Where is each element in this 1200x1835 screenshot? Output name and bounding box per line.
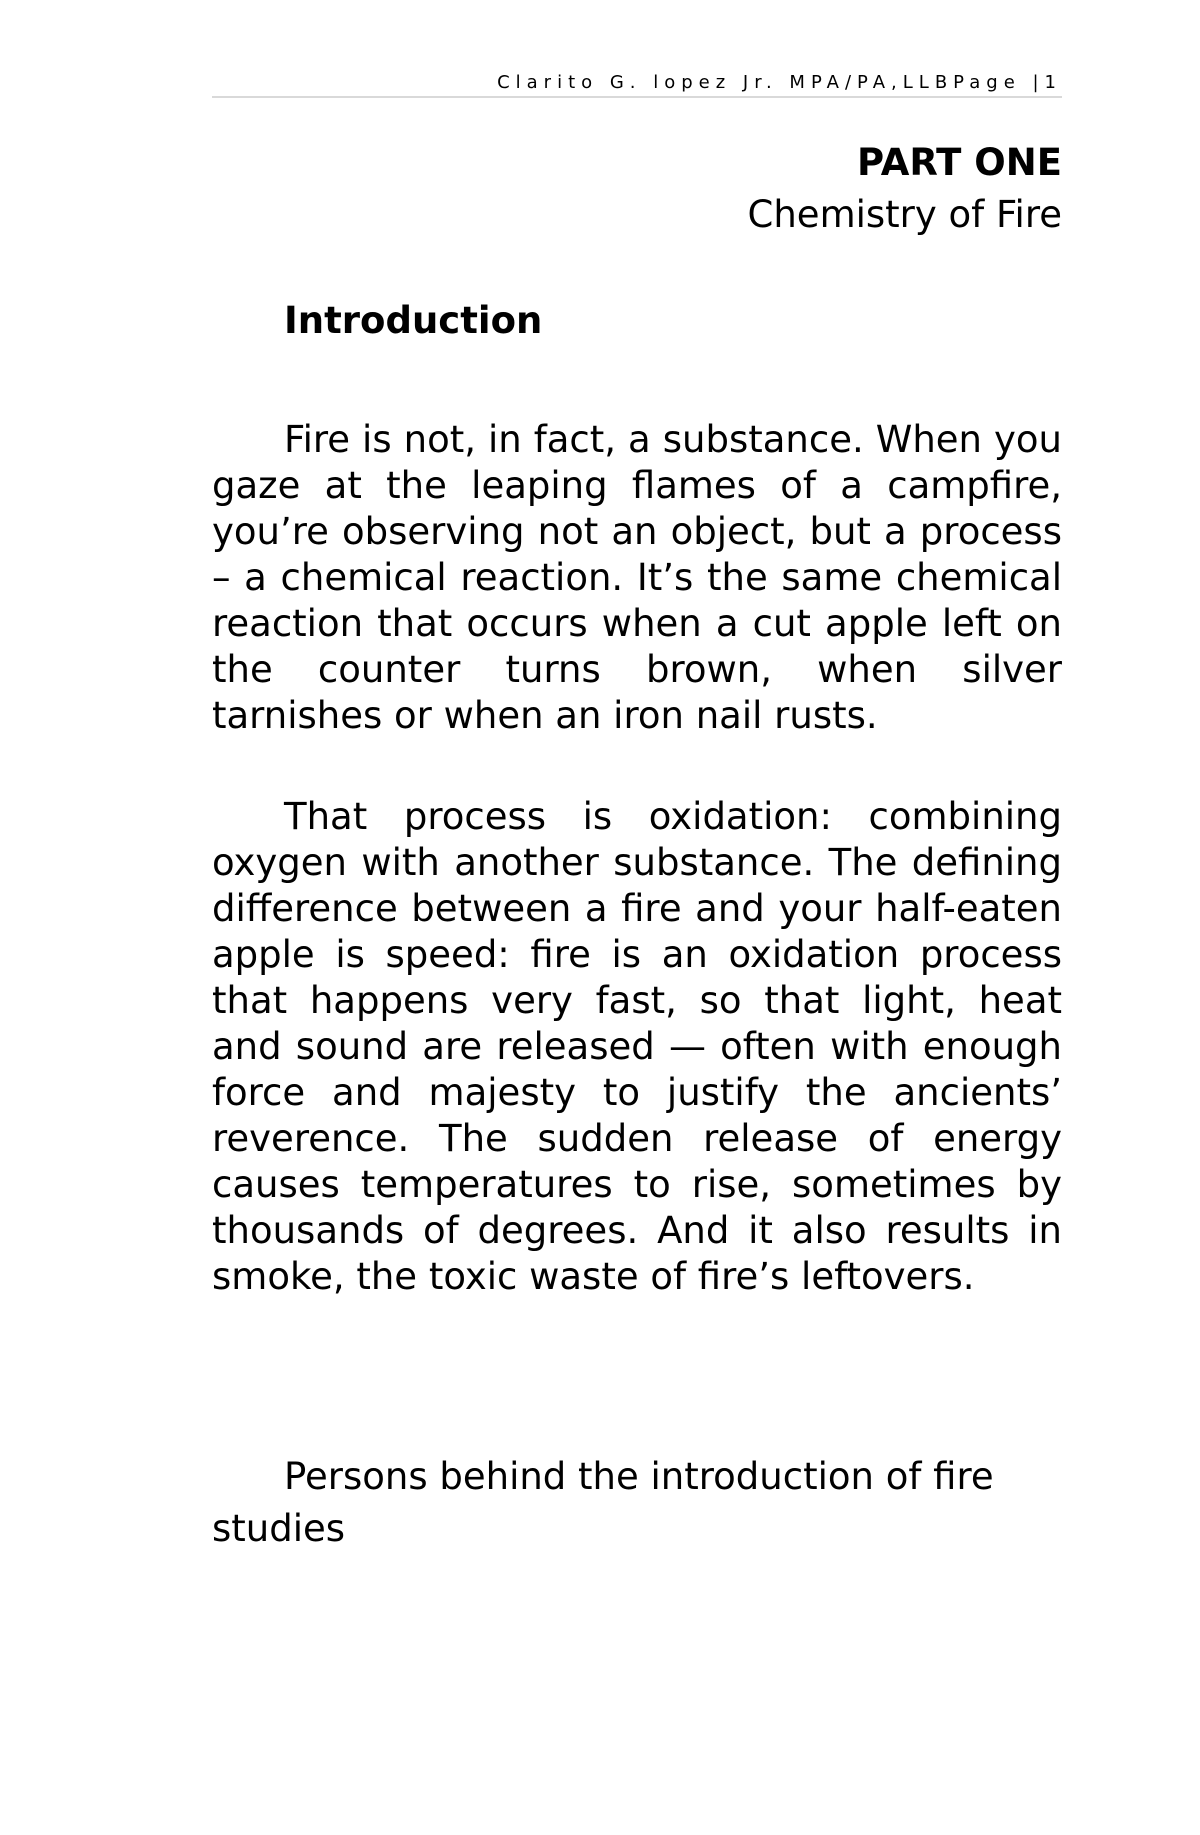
part-title: PART ONE bbox=[857, 141, 1062, 184]
section-heading: Introduction bbox=[284, 299, 543, 342]
subheading: Persons behind the introduction of fire studies bbox=[212, 1455, 994, 1550]
body-paragraph: That process is oxidation: combining oxygen with another substance. The defining difference between a fire and your half-eaten apple is speed: fire is an oxidation process that happens very fast, so that light, heat and sound are released — often with enough force and majesty to justify the ancients’ reverence. The sudden release of energy causes temperatures to rise, sometimes by thousands of degrees. And it also results in smoke, the toxic waste of fire’s leftovers. bbox=[212, 795, 1062, 1298]
header-divider bbox=[212, 96, 1062, 98]
body-paragraph: Fire is not, in fact, a substance. When you gaze at the leaping flames of a campfire, you’re observing not an object, but a process – a chemical reaction. It’s the same chemical reaction that occurs when a cut apple left on the counter turns brown, when silver tarnishes or when an iron nail rusts. bbox=[212, 418, 1062, 737]
running-header: Clarito G. lopez Jr. MPA/PA,LLBPage |1 bbox=[497, 72, 1062, 93]
part-subtitle: Chemistry of Fire bbox=[747, 193, 1062, 236]
